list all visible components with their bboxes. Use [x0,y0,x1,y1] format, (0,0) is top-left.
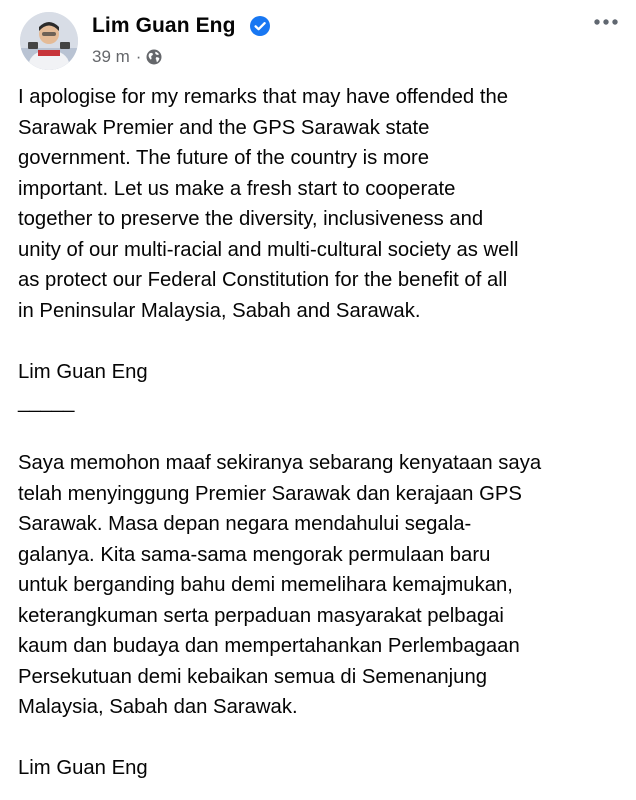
post-header [0,0,636,80]
signature-text: Lim Guan Eng [18,757,148,779]
text-line: government. The future of the country is more [18,147,430,169]
avatar[interactable] [20,12,78,70]
signature [18,357,628,418]
more-options-button[interactable] [586,8,626,36]
text-line: untuk berganding bahu demi memelihara kemajmukan, [18,574,513,596]
post-timestamp[interactable]: 39 m [92,47,130,66]
author-name[interactable]: Lim Guan Eng [92,14,236,37]
verified-badge-icon [250,16,270,36]
text-line: Sarawak Premier and the GPS Sarawak state [18,116,430,139]
text-line: Saya memohon maaf sekiranya sebarang kenyataan saya [18,452,542,474]
text-line: important. Let us make a fresh start to cooperate [18,177,456,200]
meta-separator-dot: · [135,47,142,66]
text-line: telah menyinggung Premier Sarawak dan kerajaan GPS [18,482,522,505]
malay-paragraph [18,448,628,723]
text-line: unity of our multi-racial and multi-cultural society as well [18,238,519,261]
text-line: as protect our Federal Constitution for the benefit of all [18,269,508,291]
text-line: kaum dan budaya dan mempertahankan Perlembagaan [18,635,520,657]
post-meta [92,46,162,68]
text-line: Sarawak. Masa depan negara mendahului segala- [18,513,472,535]
signature [18,753,628,784]
separator-line: _____ [18,391,75,413]
text-line: keterangkuman serta perpaduan masyarakat pelbagai [18,604,504,627]
more-dots-icon [593,18,619,26]
text-line: Malaysia, Sabah dan Sarawak. [18,696,298,718]
globe-icon[interactable] [146,49,162,65]
signature-text: Lim Guan Eng [18,360,148,383]
text-line: Persekutuan demi kebaikan semua di Semenanjung [18,665,488,688]
english-paragraph [18,82,628,326]
text-line: galanya. Kita sama-sama mengorak permulaan baru [18,543,491,566]
text-line: in Peninsular Malaysia, Sabah and Sarawak. [18,299,421,322]
text-line: I apologise for my remarks that may have offended the [18,86,509,108]
text-line: together to preserve the diversity, inclusiveness and [18,208,484,230]
post-text [18,82,628,784]
